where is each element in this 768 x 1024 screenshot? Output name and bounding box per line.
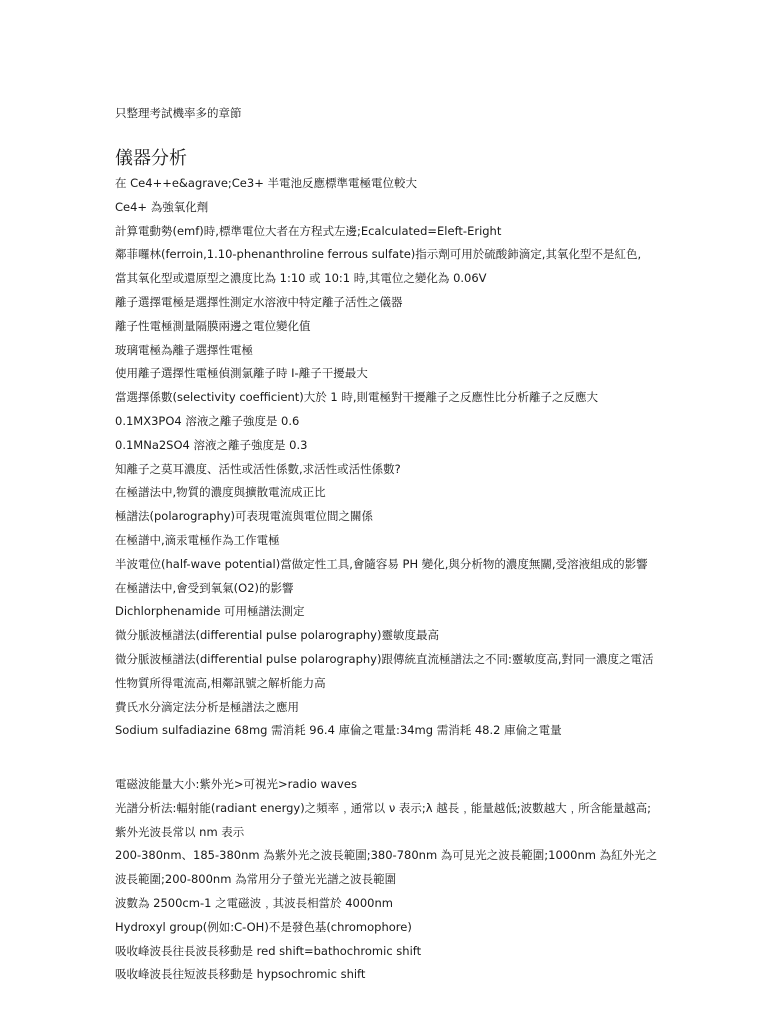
note-line: 微分脈波極譜法(differential pulse polarography)跟傳統直流極譜法之不同:靈敏度高,對同一濃度之電活性物質所得電流高,相鄰訊號之解析能力高 xyxy=(115,651,654,690)
note-line: 在極譜法中,物質的濃度與擴散電流成正比 xyxy=(115,485,326,500)
note-line: 在極譜法中,會受到氧氣(O2)的影響 xyxy=(115,580,294,595)
intro-note: 只整理考試機率多的章節 xyxy=(115,106,242,120)
note-line: Dichlorphenamide 可用極譜法測定 xyxy=(115,604,305,619)
note-line: 吸收峰波長往長波長移動是 red shift=bathochromic shift xyxy=(115,943,422,958)
note-line: 極譜法(polarography)可表現電流與電位間之關係 xyxy=(115,509,374,524)
note-line: 電磁波能量大小:紫外光>可視光>radio waves xyxy=(115,777,357,791)
note-line: Ce4+ 為強氧化劑 xyxy=(115,199,209,214)
note-line: 離子選擇電極是選擇性測定水溶液中特定離子活性之儀器 xyxy=(115,294,403,309)
notes-list-spectroscopy xyxy=(115,773,660,987)
note-line: Sodium sulfadiazine 68mg 需消耗 96.4 庫倫之電量:34mg 需消耗 48.2 庫倫之電量 xyxy=(115,723,562,738)
note-line: 微分脈波極譜法(differential pulse polarography)靈敏度最高 xyxy=(115,628,439,643)
note-line: 200-380nm、185-380nm 為紫外光之波長範圍;380-780nm 為可見光之波長範圍;1000nm 為紅外光之波長範圍;200-800nm 為常用分子螢光光譜之波長範圍 xyxy=(115,848,658,887)
note-line: 鄰菲囉林(ferroin,1.10-phenanthroline ferrous sulfate)指示劑可用於硫酸鈰滴定,其氧化型不是紅色, xyxy=(115,247,642,262)
note-line: 波數為 2500cm-1 之電磁波﹐其波長相當於 4000nm xyxy=(115,895,393,910)
note-line: 使用離子選擇性電極偵測氯離子時 I-離子干擾最大 xyxy=(115,366,368,381)
note-line: 離子性電極測量隔膜兩邊之電位變化值 xyxy=(115,318,311,333)
note-line: 在 Ce4++e&agrave;Ce3+ 半電池反應標準電極電位較大 xyxy=(115,176,417,190)
note-line: 吸收峰波長往短波長移動是 hypsochromic shift xyxy=(115,967,366,982)
note-line: 計算電動勢(emf)時,標準電位大者在方程式左邊;Ecalculated=Eleft-Eright xyxy=(115,223,502,238)
section-heading: 儀器分析 xyxy=(115,148,187,169)
note-line: Hydroxyl group(例如:C-OH)不是發色基(chromophore) xyxy=(115,919,412,934)
note-line: 當選擇係數(selectivity coefficient)大於 1 時,則電極對干擾離子之反應性比分析離子之反應大 xyxy=(115,390,599,405)
note-line: 0.1MX3PO4 溶液之離子強度是 0.6 xyxy=(115,413,300,428)
note-line: 在極譜中,滴汞電極作為工作電極 xyxy=(115,532,280,547)
note-line: 知離子之莫耳濃度、活性或活性係數,求活性或活性係數? xyxy=(115,461,401,476)
note-line: 當其氧化型或還原型之濃度比為 1:10 或 10:1 時,其電位之變化為 0.06V xyxy=(115,271,487,286)
notes-list-electrochemistry xyxy=(115,172,660,743)
note-line: 0.1MNa2SO4 溶液之離子強度是 0.3 xyxy=(115,437,308,452)
note-line: 光譜分析法:輻射能(radiant energy)之頻率﹐通常以 ν 表示;λ 越長﹐能量越低;波數越大﹐所含能量越高;紫外光波長常以 nm 表示 xyxy=(115,800,652,839)
note-line: 半波電位(half-wave potential)當做定性工具,會隨容易 PH 變化,與分析物的濃度無關,受溶液組成的影響 xyxy=(115,556,648,571)
note-line: 費氏水分滴定法分析是極譜法之應用 xyxy=(115,699,299,714)
note-line: 玻璃電極為離子選擇性電極 xyxy=(115,342,253,357)
